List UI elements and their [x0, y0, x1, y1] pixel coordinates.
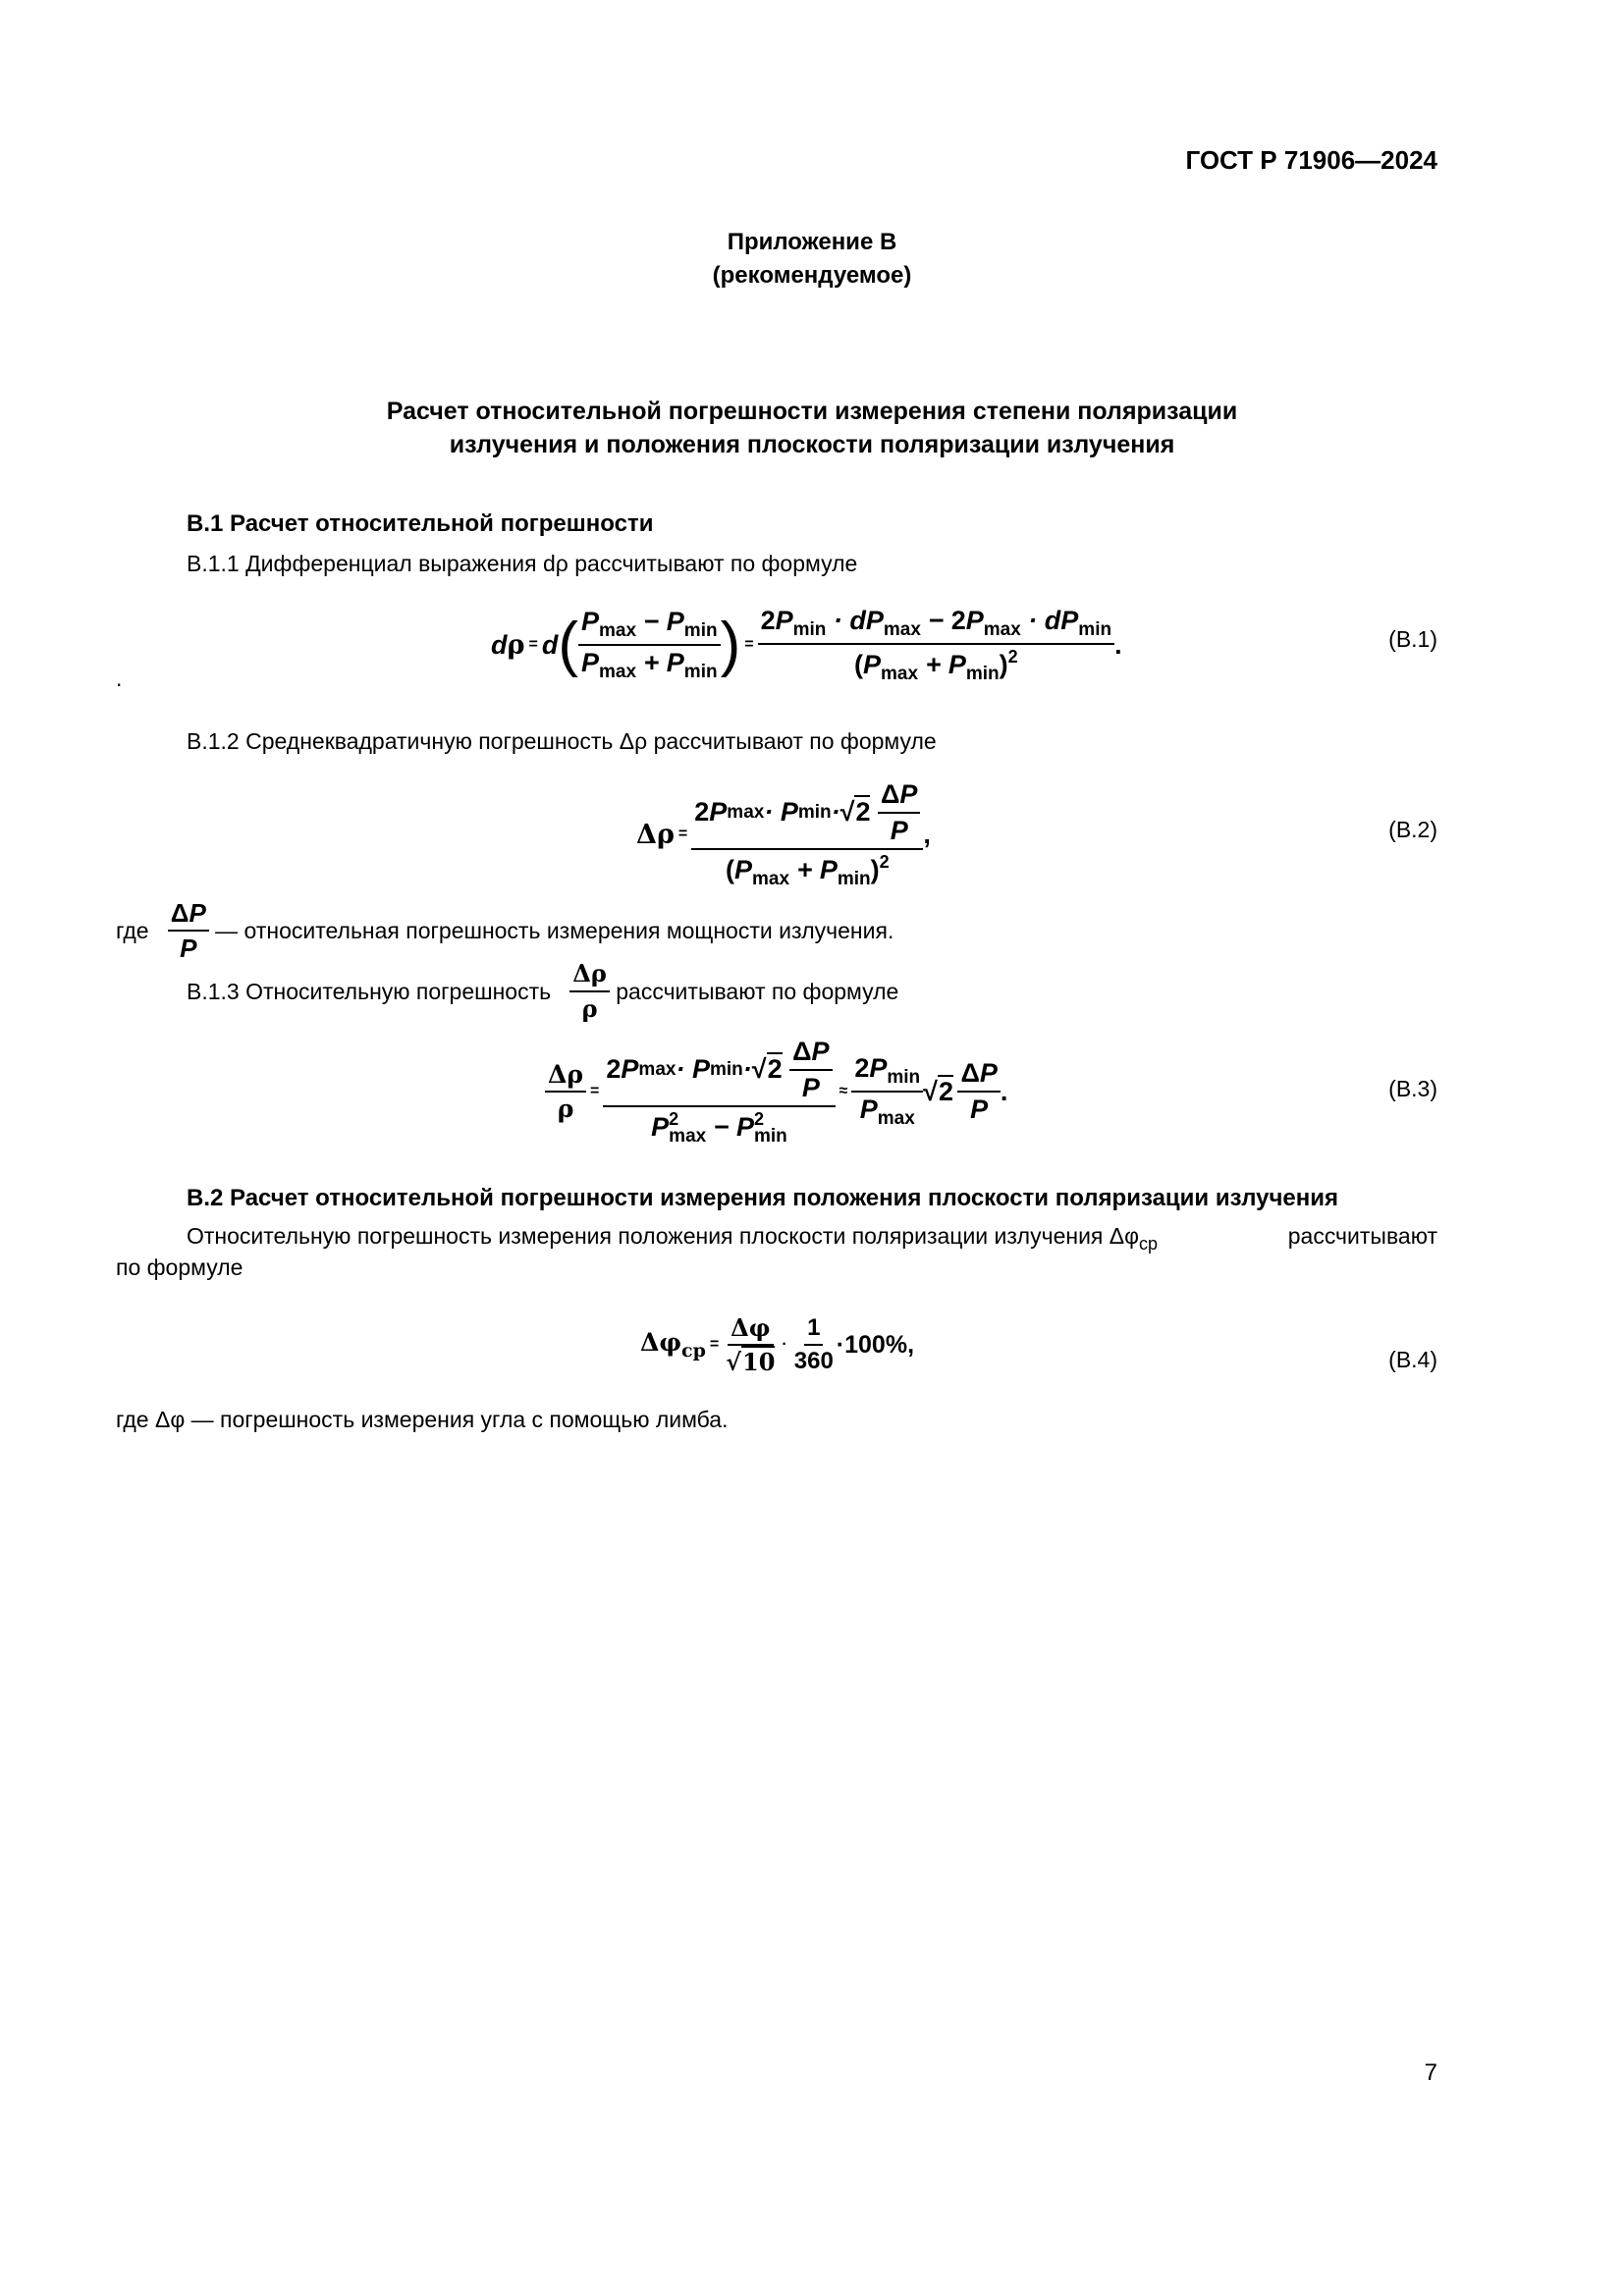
page-number: 7 — [1424, 2059, 1437, 2086]
equation-b3-number: (В.3) — [1388, 1076, 1437, 1101]
paragraph-b113-suffix: рассчитывают по формуле — [616, 979, 899, 1004]
section-title-line-2: излучения и положения плоскости поляризации излучения — [449, 431, 1175, 458]
equation-b4-number: (В.4) — [1388, 1347, 1437, 1372]
subsection-b1-heading: В.1 Расчет относительной погрешности — [187, 510, 654, 537]
equation-b3: $\frac{\Delta\rho}{\rho}$ = 2 P max · P min · √2 $\frac{\Delta P}{P}$ $P^2_{max} - P^2_{min}$ ≈ $\frac{2P_{min}}{P_{max}}$ √2 $\frac{\Delta P}{P}$ . — [545, 1033, 1007, 1150]
paragraph-b2 — [187, 1221, 1437, 1258]
appendix-heading — [0, 226, 1624, 293]
where-line-1: где $\frac{\Delta P}{P}$ — относительная погрешность измерения мощности излучения. — [116, 898, 894, 963]
paragraph-b2-subscript: ср — [1139, 1234, 1159, 1254]
where-text-1: — относительная погрешность измерения мощности излучения. — [215, 918, 894, 943]
document-code: ГОСТ Р 71906—2024 — [1185, 145, 1437, 175]
equation-b2-number: (В.2) — [1388, 817, 1437, 842]
equation-b1: d ρ = d ( $\frac{P_{max} - P_{min}}{P_{max} + P_{min}}$ ) = $\frac{2P_{min} \cdot dP_{max} - 2P_{max} \cdot dP_{min}}{(P_{max} + P_{min})^2}$ . — [491, 605, 1122, 684]
paragraph-b2-line-2: по формуле — [116, 1255, 244, 1280]
paragraph-b113-prefix: В.1.3 Относительную погрешность — [187, 979, 552, 1004]
appendix-title: Приложение В — [727, 229, 897, 255]
paragraph-b112: В.1.2 Среднеквадратичную погрешность Δρ рассчитывают по формуле — [187, 728, 937, 754]
paragraph-b111: В.1.1 Дифференциал выражения dρ рассчитывают по формуле — [187, 551, 858, 576]
stray-dot: . — [116, 666, 123, 691]
where-line-2: где Δφ — погрешность измерения угла с помощью лимба. — [116, 1407, 729, 1432]
equation-b4: $\Delta\varphi_{ср}$ = $\frac{\Delta\varphi}{√10}$ · $\frac{1}{360}$ ·100%, — [640, 1313, 915, 1376]
appendix-status: (рекомендуемое) — [712, 262, 912, 289]
paragraph-b2-text: Относительную погрешность измерения положения плоскости поляризации излучения Δφ — [187, 1223, 1140, 1249]
paragraph-b113: В.1.3 Относительную погрешность $\frac{\Delta\rho}{\rho}$ рассчитывают по формуле — [187, 959, 899, 1023]
where-prefix: где — [116, 918, 149, 943]
paragraph-b2-tail: рассчитывают — [1287, 1223, 1437, 1249]
section-title — [0, 395, 1624, 461]
section-title-line-1: Расчет относительной погрешности измерения степени поляризации — [386, 398, 1238, 425]
subsection-b2-heading: В.2 Расчет относительной погрешности измерения положения плоскости поляризации излучения — [187, 1185, 1339, 1211]
equation-b1-number: (В.1) — [1388, 626, 1437, 652]
equation-b2: Δρ = 2 P max · P min · √2 $\frac{\Delta P}{P}$ $(P_{max} + P_{min})^2$ , — [636, 778, 931, 889]
